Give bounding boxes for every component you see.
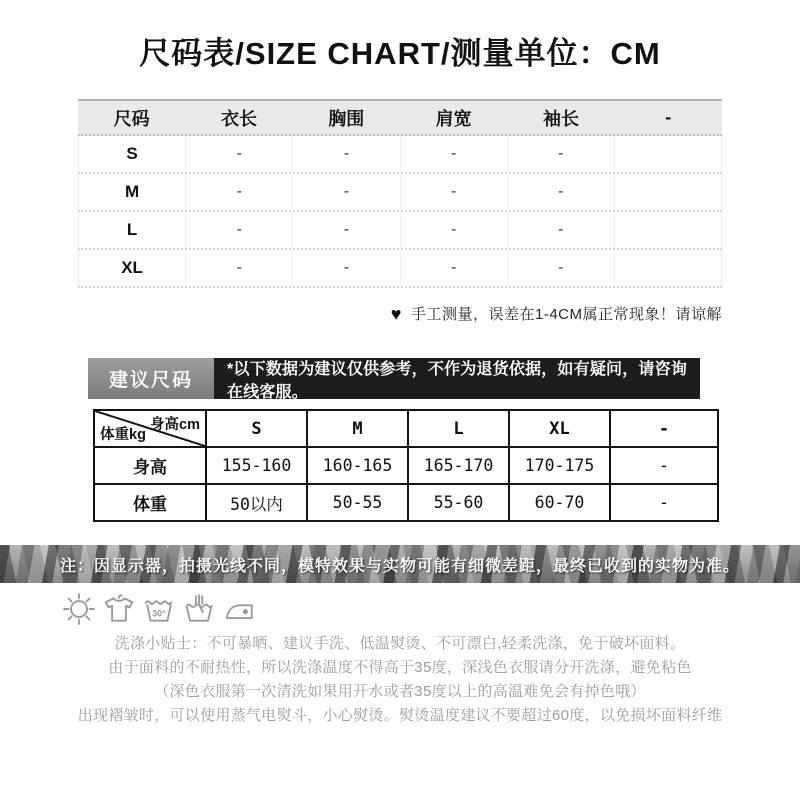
disclaimer-text: 注：因显示器，拍摄光线不同，模特效果与实物可能有细微差距，最终已收到的实物为准。 <box>59 557 740 575</box>
suggestion-table-row-header: 身高 <box>94 447 206 484</box>
size-table-cell: - <box>508 250 615 286</box>
suggestion-table-cell: 165-170 <box>408 447 509 484</box>
size-table-cell <box>615 174 722 210</box>
suggestion-bar <box>88 358 700 399</box>
suggestion-table-cell: 50以内 <box>206 484 307 521</box>
size-table-cell: - <box>293 212 400 248</box>
size-table-cell: L <box>78 212 186 248</box>
size-table-cell: - <box>401 136 508 172</box>
suggestion-table-cell: - <box>610 484 718 521</box>
size-table <box>78 99 722 288</box>
size-table-cell: - <box>508 136 615 172</box>
suggestion-table-row <box>94 484 718 521</box>
size-table-cell: - <box>293 250 400 286</box>
care-line: （深色衣服第一次清洗如果用开水或者35度以上的高温难免会有掉色哦） <box>154 683 646 700</box>
size-table-cell: - <box>186 212 293 248</box>
size-table-header-cell: 胸围 <box>328 108 365 129</box>
suggestion-table-col-header: S <box>206 410 307 447</box>
heart-icon: ♥ <box>390 303 402 324</box>
size-table-cell: - <box>186 174 293 210</box>
size-table-row <box>78 212 722 250</box>
wash-30-icon <box>142 592 176 626</box>
size-table-row <box>78 250 722 288</box>
diagonal-bottom-label: 体重kg <box>100 427 146 443</box>
suggestion-table-cell: - <box>610 447 718 484</box>
size-table-cell: - <box>508 174 615 210</box>
suggestion-table-col-header: M <box>307 410 408 447</box>
suggestion-table-row <box>94 447 718 484</box>
size-table-cell: - <box>508 212 615 248</box>
size-table-cell <box>615 136 722 172</box>
size-table-cell: - <box>186 250 293 286</box>
suggestion-table-row-header: 体重 <box>94 484 206 521</box>
tshirt-icon <box>102 592 136 626</box>
suggestion-table-cell: 155-160 <box>206 447 307 484</box>
suggestion-table-cell: 50-55 <box>307 484 408 521</box>
diagonal-top-label: 身高cm <box>150 417 200 433</box>
size-table-cell: - <box>401 250 508 286</box>
size-table-header-cell: - <box>665 107 672 127</box>
care-line: 出现褶皱时，可以使用蒸气电熨斗，小心熨烫。熨烫温度建议不要超过60度，以免损坏面料纤维 <box>77 707 723 724</box>
size-table-row <box>78 174 722 212</box>
suggestion-table-cell: 55-60 <box>408 484 509 521</box>
measure-note-text: 手工测量，误差在1-4CM属正常现象！请谅解 <box>410 306 722 323</box>
disclaimer-banner <box>0 545 800 583</box>
suggestion-table-cell: 60-70 <box>509 484 610 521</box>
suggestion-table-col-header: L <box>408 410 509 447</box>
suggestion-bar-text: *以下数据为建议仅供参考，不作为退货依据，如有疑问，请咨询在线客服。 <box>227 360 688 401</box>
care-line: 洗涤小贴士：不可暴晒、建议手洗、低温熨烫、不可漂白,轻柔洗涤，免于破坏面料。 <box>114 635 686 652</box>
suggestion-bar-label: 建议尺码 <box>88 358 216 399</box>
sun-icon <box>62 592 96 626</box>
care-line: 由于面料的不耐热性，所以洗涤温度不得高于35度，深浅色衣服请分开洗涤，避免粘色 <box>108 659 692 676</box>
size-table-cell <box>615 212 722 248</box>
size-table-cell: S <box>78 136 186 172</box>
suggestion-table-col-header: XL <box>509 410 610 447</box>
suggestion-table-cell: 170-175 <box>509 447 610 484</box>
measure-note <box>391 303 722 324</box>
size-table-header-row <box>78 99 722 136</box>
size-table-cell: - <box>186 136 293 172</box>
suggestion-table-col-header: - <box>610 410 718 447</box>
size-table-cell <box>615 250 722 286</box>
size-table-header-cell: 衣长 <box>220 108 257 129</box>
size-table-cell: - <box>293 174 400 210</box>
size-table-cell: M <box>78 174 186 210</box>
hand-wash-icon <box>182 592 216 626</box>
care-instructions <box>0 632 800 728</box>
size-table-header-cell: 肩宽 <box>435 108 472 129</box>
suggestion-table-header-row <box>94 410 718 447</box>
svg-text:30°: 30° <box>152 608 166 619</box>
size-table-cell: XL <box>78 250 186 286</box>
suggestion-table <box>93 409 719 522</box>
diagonal-header-cell <box>94 410 206 447</box>
suggestion-table-cell: 160-165 <box>307 447 408 484</box>
size-table-cell: - <box>401 174 508 210</box>
size-table-cell: - <box>293 136 400 172</box>
iron-icon <box>222 592 256 626</box>
size-table-cell: - <box>401 212 508 248</box>
page-title: 尺码表/SIZE CHART/测量单位：CM <box>139 36 661 71</box>
size-table-header-cell: 袖长 <box>542 108 579 129</box>
size-table-row <box>78 136 722 174</box>
size-table-header-cell: 尺码 <box>113 108 150 129</box>
care-icons-row <box>62 592 256 626</box>
